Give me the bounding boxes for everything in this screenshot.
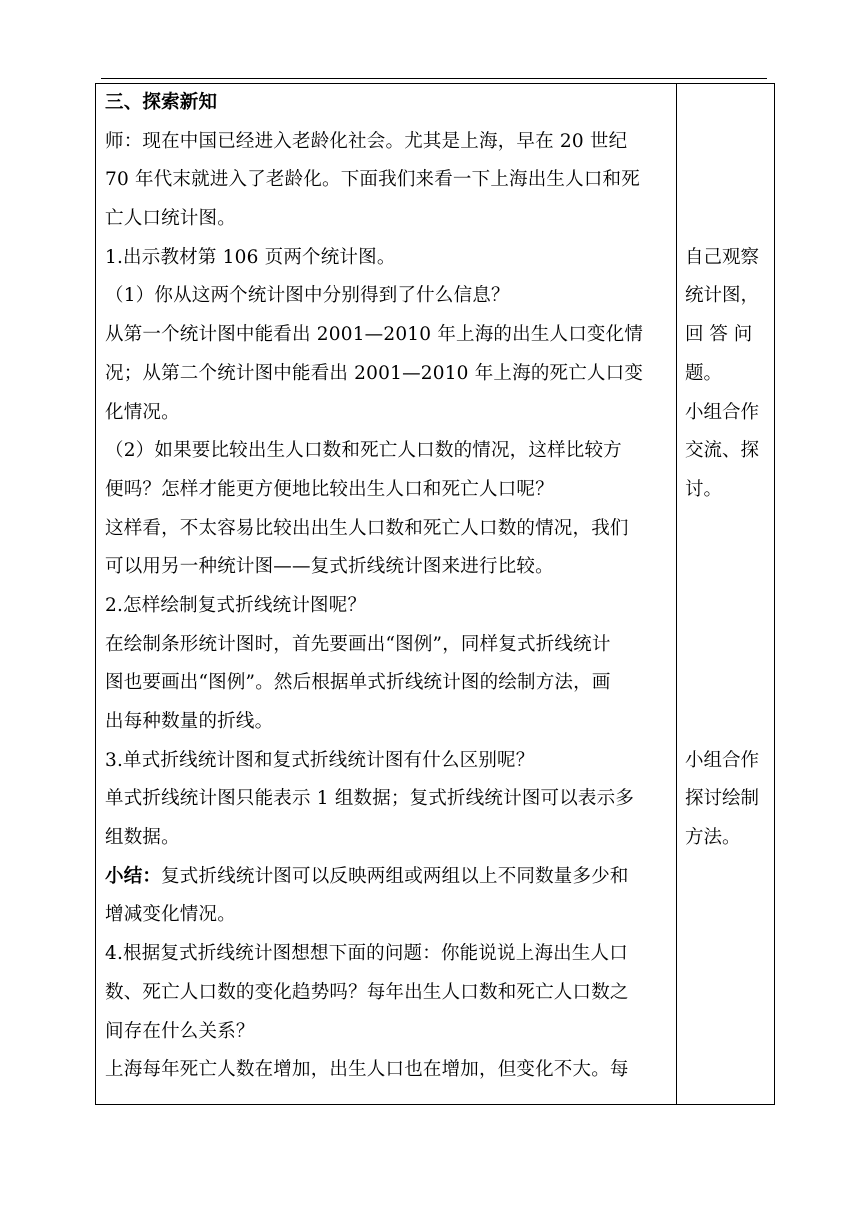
content-line-text: 亡人口统计图。 bbox=[105, 208, 236, 230]
student-activity-column bbox=[685, 84, 771, 858]
content-line-text: 4.根据复式折线统计图想想下面的问题：你能说说上海出生人口 bbox=[105, 943, 628, 965]
content-line-text: 三、探索新知 bbox=[105, 92, 218, 113]
activity-line: 统计图， bbox=[685, 285, 760, 307]
content-line bbox=[105, 471, 671, 510]
content-line-text: 出每种数量的折线。 bbox=[105, 711, 274, 732]
content-line bbox=[105, 587, 671, 626]
column-divider bbox=[676, 84, 677, 1104]
content-line-text: 组数据。 bbox=[105, 827, 180, 849]
content-line-text: 从第一个统计图中能看出 2001—2010 年上海的出生人口变化情 bbox=[105, 324, 644, 346]
content-line bbox=[105, 239, 671, 278]
activity-line: 自己观察 bbox=[685, 246, 760, 268]
content-line-text: 单式折线统计图只能表示 1 组数据；复式折线统计图可以表示多 bbox=[105, 788, 635, 810]
content-line bbox=[105, 858, 671, 897]
content-line-text: 师：现在中国已经进入老龄化社会。尤其是上海，早在 20 世纪 bbox=[105, 130, 628, 152]
content-line bbox=[105, 161, 671, 200]
content-line bbox=[105, 819, 671, 858]
content-line bbox=[105, 277, 671, 316]
content-line bbox=[105, 742, 671, 781]
content-line-text: 在绘制条形统计图时，首先要画出“图例”，同样复式折线统计 bbox=[105, 633, 611, 655]
content-line bbox=[105, 703, 671, 742]
activity-line: 题。 bbox=[685, 362, 723, 384]
content-line bbox=[105, 432, 671, 471]
content-line-text: 3.单式折线统计图和复式折线统计图有什么区别呢？ bbox=[105, 749, 535, 771]
activity-line: 小组合作 bbox=[685, 401, 760, 423]
content-line bbox=[105, 316, 671, 355]
activity-line: 回 答 问 bbox=[685, 324, 753, 346]
content-line-text: 可以用另一种统计图——复式折线统计图来进行比较。 bbox=[105, 556, 554, 578]
content-line bbox=[105, 84, 671, 123]
content-line bbox=[105, 896, 671, 935]
content-line-text: （2）如果要比较出生人口数和死亡人口数的情况，这样比较方 bbox=[105, 440, 622, 462]
content-line bbox=[105, 1051, 671, 1090]
content-line bbox=[105, 780, 671, 819]
content-line-text: 1.出示教材第 106 页两个统计图。 bbox=[105, 246, 396, 268]
content-line-text: （1）你从这两个统计图中分别得到了什么信息？ bbox=[105, 285, 510, 307]
summary-label: 小结： bbox=[105, 865, 162, 887]
content-line bbox=[105, 1013, 671, 1052]
content-line bbox=[105, 355, 671, 394]
content-line-text: 70 年代末就进入了老龄化。下面我们来看一下上海出生人口和死 bbox=[105, 169, 640, 191]
content-line-text: 便吗？怎样才能更方便地比较出生人口和死亡人口呢？ bbox=[105, 478, 554, 500]
content-line bbox=[105, 626, 671, 665]
content-line-text: 这样看，不太容易比较出出生人口数和死亡人口数的情况，我们 bbox=[105, 517, 629, 539]
content-line-text: 2.怎样绘制复式折线统计图呢？ bbox=[105, 594, 367, 616]
content-line bbox=[105, 664, 671, 703]
content-line-text: 复式折线统计图可以反映两组或两组以上不同数量多少和 bbox=[161, 865, 629, 887]
top-rule bbox=[101, 78, 767, 79]
activity-line: 探讨绘制 bbox=[685, 788, 760, 810]
activity-line: 讨。 bbox=[685, 478, 723, 500]
content-line-text: 增减变化情况。 bbox=[105, 904, 236, 926]
activity-line: 方法。 bbox=[685, 827, 741, 849]
content-line bbox=[105, 200, 671, 239]
content-line-text: 图也要画出“图例”。然后根据单式折线统计图的绘制方法，画 bbox=[105, 672, 611, 694]
content-line-text: 况；从第二个统计图中能看出 2001—2010 年上海的死亡人口变 bbox=[105, 362, 644, 384]
content-line bbox=[105, 548, 671, 587]
content-line-text: 上海每年死亡人数在增加，出生人口也在增加，但变化不大。每 bbox=[105, 1059, 629, 1081]
activity-line: 交流、探 bbox=[685, 440, 760, 462]
lesson-table bbox=[95, 83, 775, 1105]
content-line bbox=[105, 935, 671, 974]
content-line-text: 化情况。 bbox=[105, 401, 180, 423]
content-line bbox=[105, 510, 671, 549]
content-line-text: 数、死亡人口数的变化趋势吗？每年出生人口数和死亡人口数之 bbox=[105, 981, 629, 1003]
content-line bbox=[105, 123, 671, 162]
activity-line: 小组合作 bbox=[685, 749, 760, 771]
content-line-text: 间存在什么关系？ bbox=[105, 1020, 255, 1042]
content-line bbox=[105, 974, 671, 1013]
content-line bbox=[105, 394, 671, 433]
teaching-content-column bbox=[105, 84, 671, 1090]
